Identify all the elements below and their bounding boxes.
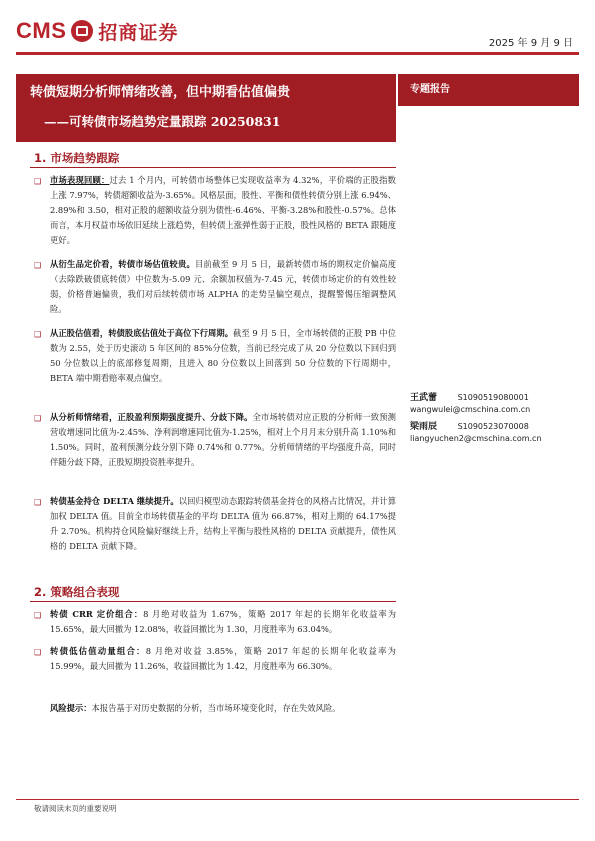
section-heading-2: 2. 策略组合表现 — [34, 585, 120, 599]
paragraph-lead: 从正股估值看，转债股底估值处于高位下行周期。 — [50, 328, 234, 338]
paragraph-stock-valuation — [50, 326, 396, 386]
footer-divider — [16, 799, 579, 800]
paragraph-momentum-portfolio — [50, 644, 396, 674]
analyst-email[interactable]: liangyuchen2@cmschina.com.cn — [410, 434, 542, 443]
paragraph-analyst-sentiment — [50, 410, 396, 470]
analyst-email[interactable]: wangwulei@cmschina.com.cn — [410, 405, 531, 414]
paragraph-lead: 转债基金持仓 DELTA 继续提升。 — [50, 496, 179, 506]
paragraph-crr-portfolio — [50, 607, 396, 637]
paragraph-lead: 转债低估值动量组合： — [50, 646, 146, 656]
logo-cn-text: 招商证券 — [98, 21, 179, 44]
bullet-icon: ❑ — [34, 611, 42, 620]
title-banner — [16, 74, 396, 142]
paragraph-fund-delta — [50, 494, 396, 554]
report-title: 转债短期分析师情绪改善，但中期看估值偏贵 — [30, 85, 291, 100]
paragraph-lead: 从衍生品定价看，转债市场估值较贵。 — [50, 259, 196, 269]
report-date: 2025 年 9 月 9 日 — [488, 38, 573, 49]
paragraph-body: 8 月绝对收益为 1.67%，策略 2017 年起的长期年化收益率为 15.65%，最大回撤为 12.08%，收益回撤比为 1.30，月度胜率为 63.04%。 — [50, 609, 397, 634]
analyst-code: S1090519080001 — [457, 393, 529, 402]
logo-emblem-icon — [71, 20, 93, 42]
paragraph-body: 8 月绝对收益 3.85%，策略 2017 年起的长期年化收益率为 15.99%，最大回撤为 11.26%，收益回撤比为 1.42，月度胜率为 66.30%。 — [50, 646, 396, 671]
bullet-icon: ❑ — [34, 330, 42, 339]
paragraph-body: 全市场转债对应正股的分析师一致预测营收增速同比值为-2.45%、净利润增速同比值为-1.25%，相对上个月月末分别升高 1.10%和 1.50%。同时，盈利预测分歧分别下降 0.74%和 0.77%。分析师情绪的平均强度升高，同时伴随分歧下降，正股短期投资胜率提升。 — [50, 412, 396, 467]
bullet-icon: ❑ — [34, 414, 42, 423]
bullet-icon: ❑ — [34, 261, 42, 270]
logo-cms-text: CMS — [16, 18, 67, 43]
footer-disclaimer[interactable]: 敬请阅读末页的重要说明 — [34, 804, 117, 813]
analyst-card — [410, 392, 580, 416]
risk-warning — [50, 701, 396, 716]
analyst-code: S1090523070008 — [457, 422, 529, 431]
header-divider — [16, 52, 579, 55]
paragraph-lead: 市场表现回顾： — [50, 175, 110, 185]
paragraph-body: 过去 1 个月内，可转债市场整体已实现收益率为 4.32%，平价端的正股指数上涨 7.97%，转债超额收益为-3.65%。风格层面，股性、平衡和债性转债分别上涨 6.94%、2.89%和 3.50，相对正股的超额收益分别为债性-6.46%、平衡-3.28%和股性-0.57%。总体而言，本月权益市场依旧延续上涨趋势，但转债上涨弹性弱于正股，股性风格的 BETA 跟随度更好。 — [50, 175, 396, 245]
analyst-card — [410, 421, 580, 445]
section-divider-1 — [30, 167, 396, 168]
section-heading-1: 1. 市场趋势跟踪 — [34, 151, 120, 165]
analyst-name: 王武蕾 — [410, 393, 438, 403]
bullet-icon: ❑ — [34, 177, 42, 186]
bullet-icon: ❑ — [34, 498, 42, 507]
paragraph-lead: 转债 CRR 定价组合： — [50, 609, 144, 619]
paragraph-body: 截至 9 月 5 日，全市场转债的正股 PB 中位数为 2.55，处于历史滚动 5 年区间的 85%分位数，当前已经完成了从 20 分位数以下回归到 50 分位数以上的底部修复周期，且进入 80 分位数以上回落到 50 分位数的下行周期中，BETA 端中期看赔率观点偏空。 — [50, 328, 396, 383]
report-subtitle: ——可转债市场趋势定量跟踪 20250831 — [44, 114, 281, 129]
bullet-icon: ❑ — [34, 648, 42, 657]
paragraph-derivative-pricing — [50, 257, 396, 317]
report-type-badge: 专题报告 — [398, 74, 579, 106]
company-logo — [16, 14, 178, 48]
paragraph-body: 目前截至 9 月 5 日，最新转债市场的期权定价偏高度（去除跌破债底转债）中位数为-5.09 元、余额加权值为-7.45 元，转债市场定价的有效性较弱，价格普遍偏贵，我们对后续转债市场 ALPHA 的走势呈偏空观点，提醒警惕压缩调整风险。 — [50, 259, 396, 314]
paragraph-body: 以回归模型动态跟踪转债基金持仓的风格占比情况，并计算加权 DELTA 值。目前全市场转债基金的平均 DELTA 值为 66.87%，相对上期的 64.17%提升 2.70%。机构持仓风险偏好继续上升，结构上平衡与股性风格的 DELTA 贡献提升，债性风格的 DELTA 贡献下降。 — [50, 496, 396, 551]
paragraph-lead: 从分析师情绪看，正股盈利预期强度提升、分歧下降。 — [50, 412, 253, 422]
analyst-name: 梁雨辰 — [410, 422, 438, 432]
paragraph-market-review — [50, 173, 396, 248]
risk-lead: 风险提示： — [50, 703, 92, 713]
section-divider-2 — [30, 601, 396, 602]
risk-body: 本报告基于对历史数据的分析，当市场环境变化时，存在失效风险。 — [91, 703, 341, 713]
